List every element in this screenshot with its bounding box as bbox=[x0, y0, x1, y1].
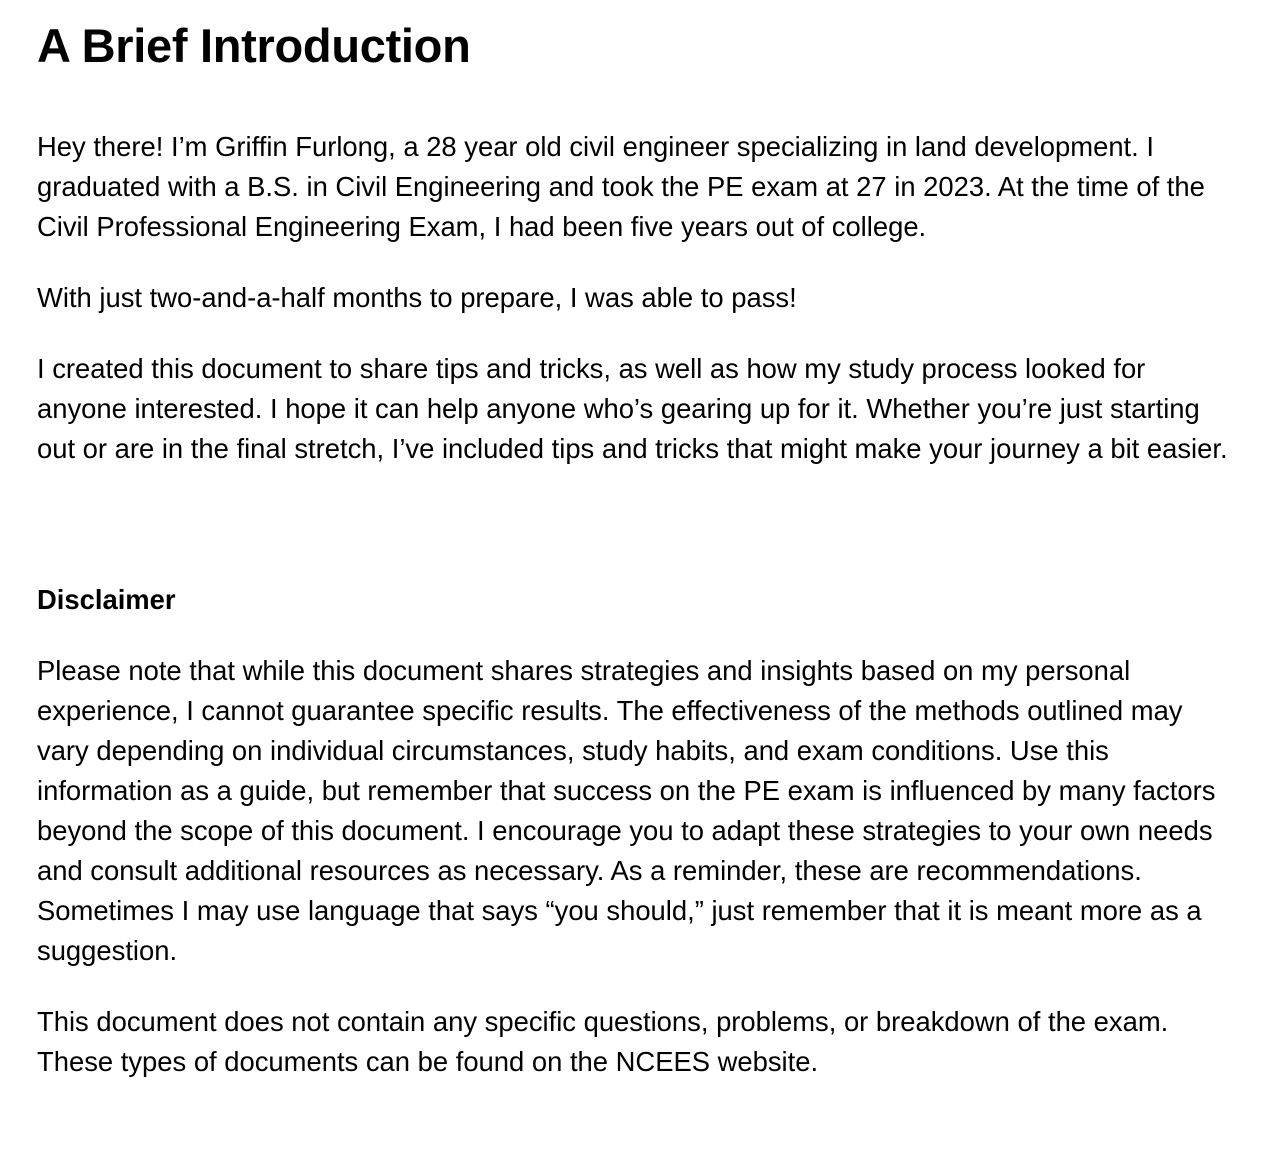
disclaimer-paragraph-1: Please note that while this document shares strategies and insights based on my personal experience, I cannot guarantee specific results. The effectiveness of the methods outlined may vary depending on individual circumstances, study habits, and exam conditions. Use this information as a guide, but remember that success on the PE exam is influenced by many factors beyond the scope of this document. I encourage you to adapt these strategies to your own needs and consult additional resources as necessary. As a reminder, these are recommendations. Sometimes I may use language that says “you should,” just remember that it is meant more as a suggestion. bbox=[37, 655, 1216, 966]
intro-paragraph-2: With just two-and-a-half months to prepare, I was able to pass! bbox=[37, 282, 797, 313]
intro-paragraph-1: Hey there! I’m Griffin Furlong, a 28 year old civil engineer specializing in land development. I graduated with a B.S. in Civil Engineering and took the PE exam at 27 in 2023. At the time of the Civil Professional Engineering Exam, I had been five years out of college. bbox=[37, 131, 1205, 242]
disclaimer-paragraph-2: This document does not contain any specific questions, problems, or breakdown of the exam. These types of documents can be found on the NCEES website. bbox=[37, 1006, 1169, 1077]
page-title: A Brief Introduction bbox=[37, 19, 471, 72]
disclaimer-heading: Disclaimer bbox=[37, 584, 176, 615]
intro-paragraph-3: I created this document to share tips and tricks, as well as how my study process looked for anyone interested. I hope it can help anyone who’s gearing up for it. Whether you’re just starting out or are in the final stretch, I’ve included tips and tricks that might make your journey a bit easier. bbox=[37, 353, 1228, 464]
